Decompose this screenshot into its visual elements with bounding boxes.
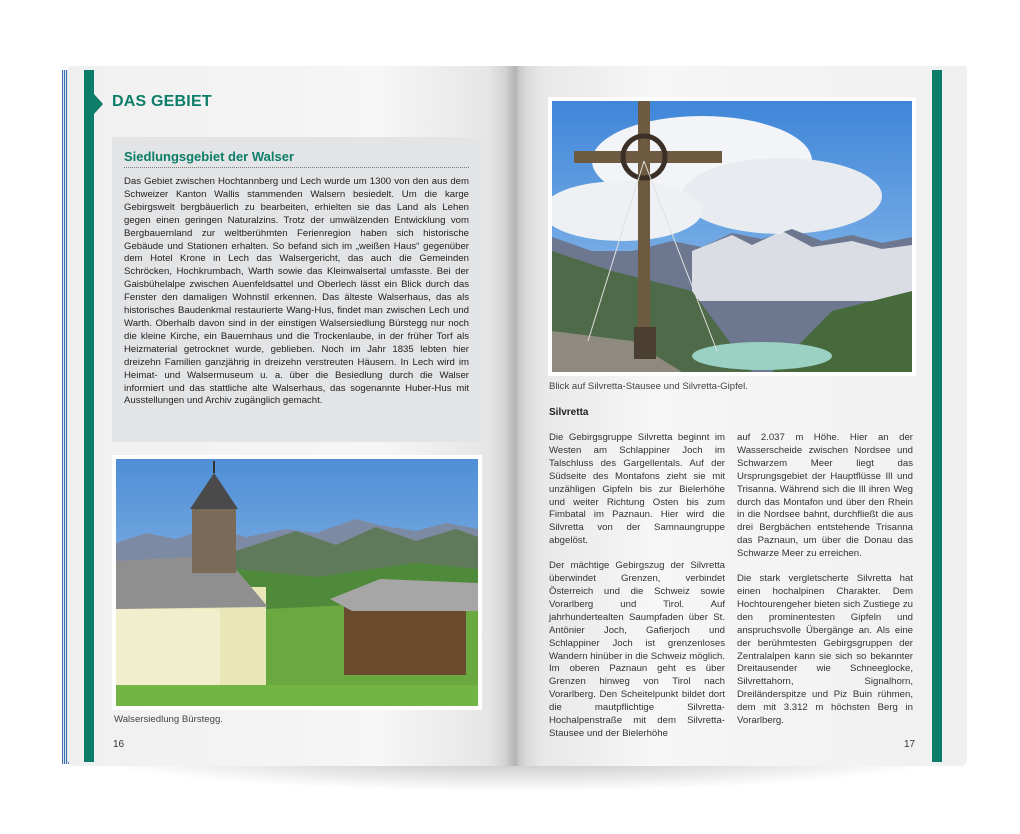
page-number-right: 17 — [904, 739, 916, 750]
section-arrow-icon — [94, 94, 103, 114]
info-box-text: Das Gebiet zwischen Hochtannberg und Lech wurde um 1300 von den aus dem Schweizer Kanton Wallis stammenden Walsern besiedelt. Um die karge Gebirgswelt bergbäuerlich zu bearbeiten, erhielten sie das Land als Lehen gegen einen geringen Naturalzins. Trotz der umwälzenden Entwicklung vom Bergbauernland zur weltberühmten Ferienregion haben sich historische Gebäude und Stationen erhalten. So befand sich im „weißen Haus“ gegenüber dem Hotel Krone in Lech das Walsergericht, das auch die Gemeinden Schröcken, Hochkrumbach, Warth sowie das Kleinwalsertal umfasste. Bei der Gaisbühelalpe zwischen Auenfeldsattel und Oberlech lässt ein Blick durch das Fenster den damaligen Wohnstil erkennen. Das älteste Walserhaus, das als historisches Baudenkmal restaurierte Wang-Hus, findet man zwischen Lech und Warth. Oberhalb davon sind in der einstigen Walsersiedlung Bürstegg nur noch die kleine Kirche, ein Bauernhaus und die Trockenlaube, in der früher Torf als Heizmaterial getrocknet wurde, geblieben. Noch im Jahr 1835 lebten hier dreizehn Familien ganzjährig in dreizehn verstreuten Häusern. In Lech wird im Heimat- und Walsermuseum u. a. über die Besiedlung durch die Walser informiert und das stattliche alte Walserhaus, das sogenannte Huber-Hus mit Ausstellungen und Archiv zugänglich gemacht. — [124, 176, 469, 407]
subheading-silvretta: Silvretta — [549, 407, 589, 418]
chapel-photo — [112, 455, 482, 710]
text-column-left — [549, 432, 725, 753]
right-color-band — [932, 70, 942, 762]
info-box — [112, 137, 481, 442]
paragraph: Die stark vergletscherte Silvretta hat einen hochalpinen Charakter. Dem Hochtourengeher bieten sich Zustiege zu den prominentesten Gipfeln und anspruchsvolle Übergänge an. Als eine der berühmtesten Gebirgsgruppen der Zentralalpen kann sie sich so bekannter Dreitausender wie Schneeglocke, Silvrettahorn, Signalhorn, Dreiländerspitze und Piz Buin rühmen, dem mit 3.312 m höchsten Berg in Vorarlberg. — [737, 573, 913, 727]
book-gutter — [505, 66, 527, 766]
page-number-left: 16 — [113, 739, 125, 750]
left-color-band — [84, 70, 94, 762]
chapel-photo-caption: Walsersiedlung Bürstegg. — [114, 714, 223, 725]
summit-cross-photo — [548, 97, 916, 376]
section-title: DAS GEBIET — [112, 93, 212, 110]
summit-photo-caption: Blick auf Silvretta-Stausee und Silvretta-Gipfel. — [549, 381, 748, 392]
text-column-right — [737, 432, 913, 740]
paragraph: Der mächtige Gebirgszug der Silvretta überwindet Grenzen, verbindet Österreich und die Schweiz sowie Vorarlberg und Tirol. Auf jahrhundertealten Saumpfaden über St. Antönier Joch, Gafierjoch und Schlappiner Joch ist grenzenloses Wandern hinüber in die Schweiz möglich. Im oberen Paznaun geht es über Grenzen hinweg von Tirol nach Vorarlberg. Den Scheitelpunkt bildet dort die mautpflichtige Silvretta-Hochalpenstraße mit dem Silvretta-Stausee und der Bielerhöhe — [549, 560, 725, 739]
info-box-divider — [124, 167, 469, 168]
info-box-title: Siedlungsgebiet der Walser — [124, 149, 295, 164]
paragraph: auf 2.037 m Höhe. Hier an der Wasserscheide zwischen Nordsee und Schwarzem Meer liegt das Ursprungsgebiet der Hauptflüsse Ill und Trisanna. Während sich die Ill ihren Weg durch das Montafon und über den Rhein in die Nordsee bahnt, durchfließt die aus drei Bergbächen entstehende Trisanna das Paznaun, um über die Donau das Schwarze Meer zu erreichen. — [737, 432, 913, 560]
paragraph: Die Gebirgsgruppe Silvretta beginnt im Westen am Schlappiner Joch im Talschluss des Gargellentals. Auf der Südseite des Montafons zieht sie mit unzähligen Gipfeln bis zur Bielerhöhe und weiter Richtung Osten bis zum Fimbatal im Paznaun. Hier wird die Silvretta von der Samnaungruppe abgelöst. — [549, 432, 725, 547]
